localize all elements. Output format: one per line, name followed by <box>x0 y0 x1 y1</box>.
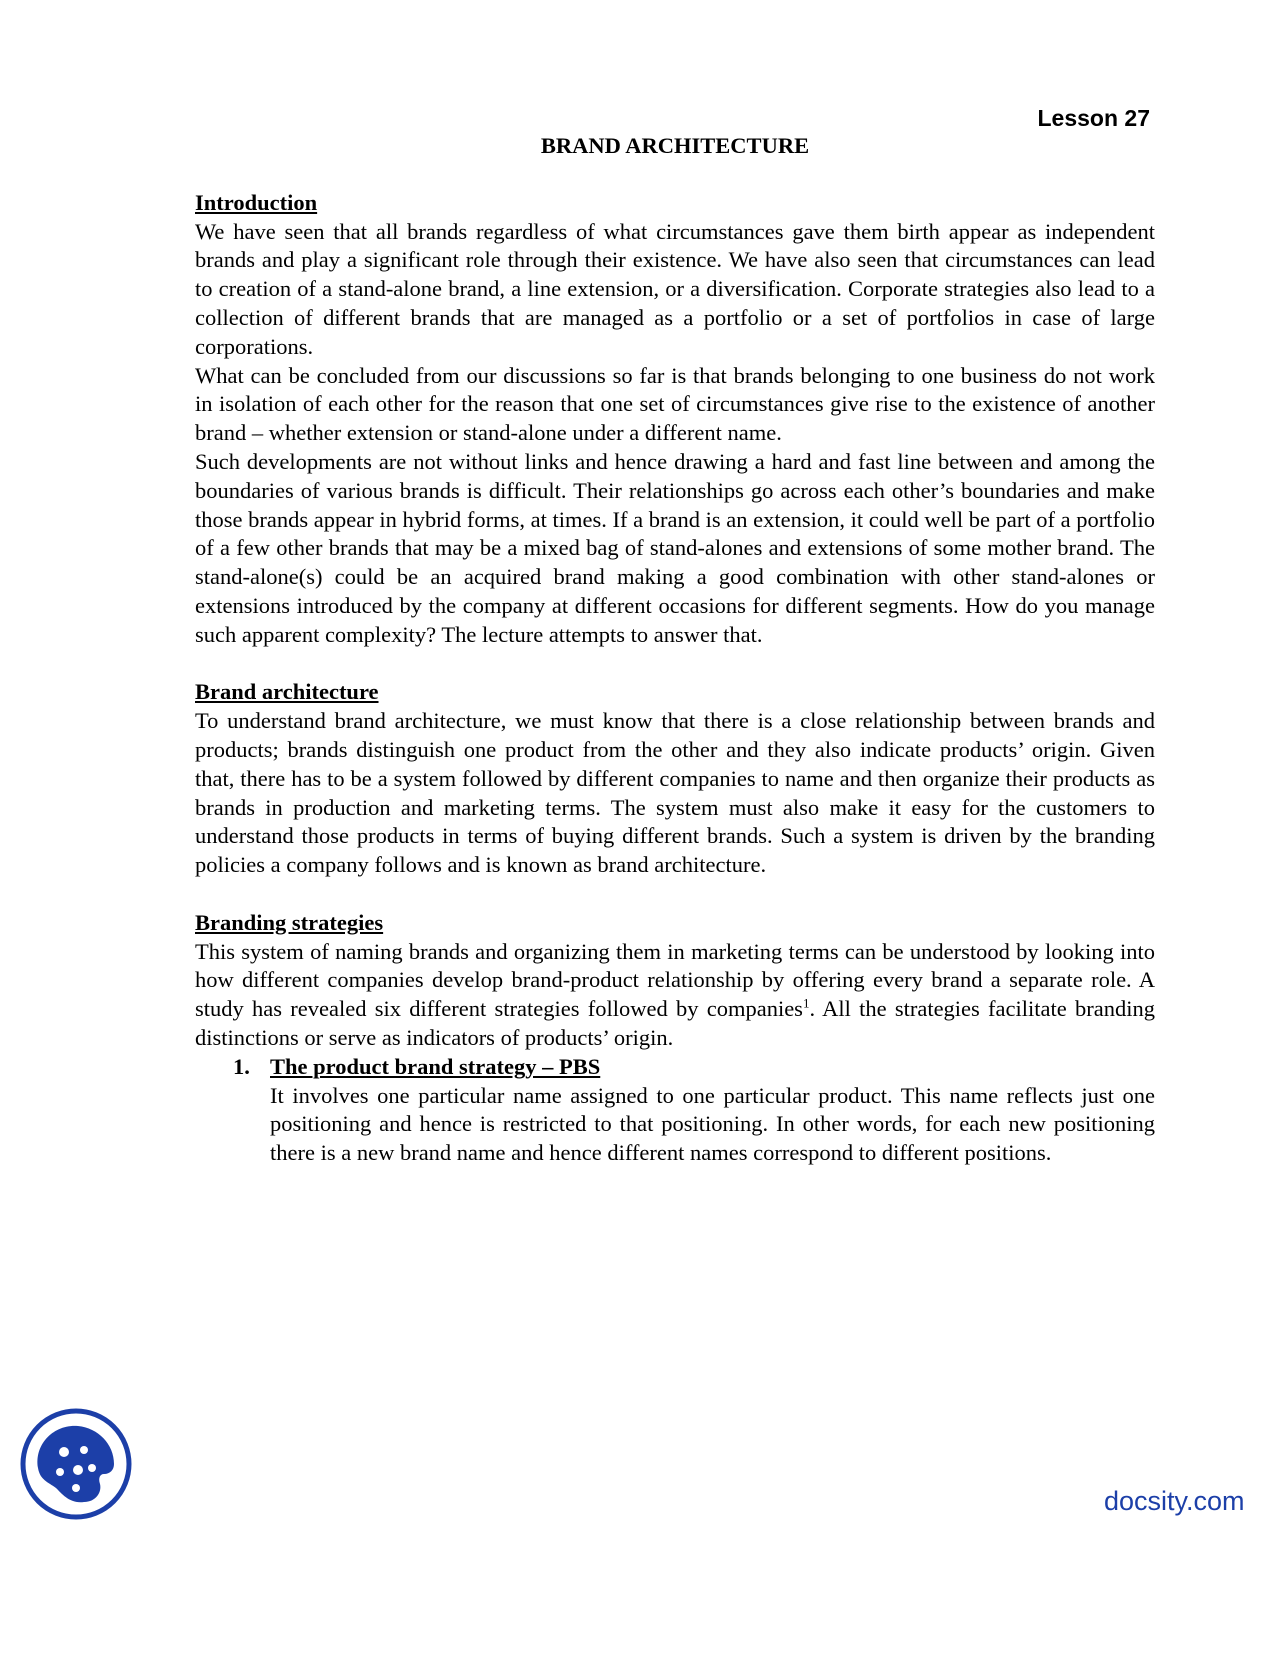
docsity-brand-link[interactable]: docsity.com <box>1104 1486 1245 1516</box>
lesson-label: Lesson 27 <box>1037 105 1150 131</box>
section-branding-strategies <box>195 909 1155 1168</box>
paragraph-text: This system of naming brands and organizing them in marketing terms can be understood by looking into how different companies develop brand-product relationship by offering every brand a separate role. A study has revealed six different strategies followed by companies <box>195 938 1155 1022</box>
page-title: BRAND ARCHITECTURE <box>540 133 810 158</box>
paragraph: Such developments are not without links and hence drawing a hard and fast line between and among the boundaries of various brands is difficult. Their relationships go across each other’s boundaries and make those brands appear in hybrid forms, at times. If a brand is an extension, it could well be part of a portfolio of a few other brands that may be a mixed bag of stand-alones and extensions of some mother brand. The stand-alone(s) could be an acquired brand making a good combination with other stand-alones or extensions introduced by the company at different occasions for different segments. How do you manage such apparent complexity? The lecture attempts to answer that. <box>195 448 1155 647</box>
paragraph: To understand brand architecture, we must know that there is a close relationship between brands and products; brands distinguish one product from the other and they also indicate products’ origin. Given that, there has to be a system followed by different companies to name and then organize their products as brands in production and marketing terms. The system must also make it easy for the customers to understand those products in terms of buying different brands. Such a system is driven by the branding policies a company follows and is known as brand architecture. <box>195 708 1155 878</box>
section-heading: Introduction <box>195 189 318 215</box>
list-item <box>233 1053 1155 1168</box>
section-introduction <box>195 189 1155 650</box>
section-heading: Branding strategies <box>195 909 384 935</box>
paragraph: What can be concluded from our discussions so far is that brands belonging to one business do not work in isolation of each other for the reason that one set of circumstances give rise to the existence of another brand – whether extension or stand-alone under a different name. <box>195 362 1155 446</box>
list-number: 1. <box>233 1053 250 1079</box>
list-item-heading: The product brand strategy – PBS <box>270 1053 601 1079</box>
paragraph: We have seen that all brands regardless of what circumstances gave them birth appear as independent brands and play a significant role through their existence. We have also seen that circumstances can lead to creation of a stand-alone brand, a line extension, or a diversification. Corporate strategies also lead to a collection of different brands that are managed as a portfolio or a set of portfolios in case of large corporations. <box>195 218 1155 359</box>
footnote-mark: 1 <box>802 995 810 1011</box>
list-item-text: It involves one particular name assigned to one particular product. This name reflects just one positioning and hence is restricted to that positioning. In other words, for each new positioning there is a new brand name and hence different names correspond to different positions. <box>270 1082 1155 1166</box>
paragraph <box>195 938 1155 1053</box>
paragraph-text: . All the strategies facilitate branding distinctions or serve as indicators of products’ origin. <box>195 996 1155 1050</box>
docsity-logo-icon <box>20 1408 132 1520</box>
section-heading: Brand architecture <box>195 679 379 705</box>
document-page <box>195 132 1155 1168</box>
section-brand-architecture <box>195 678 1155 880</box>
